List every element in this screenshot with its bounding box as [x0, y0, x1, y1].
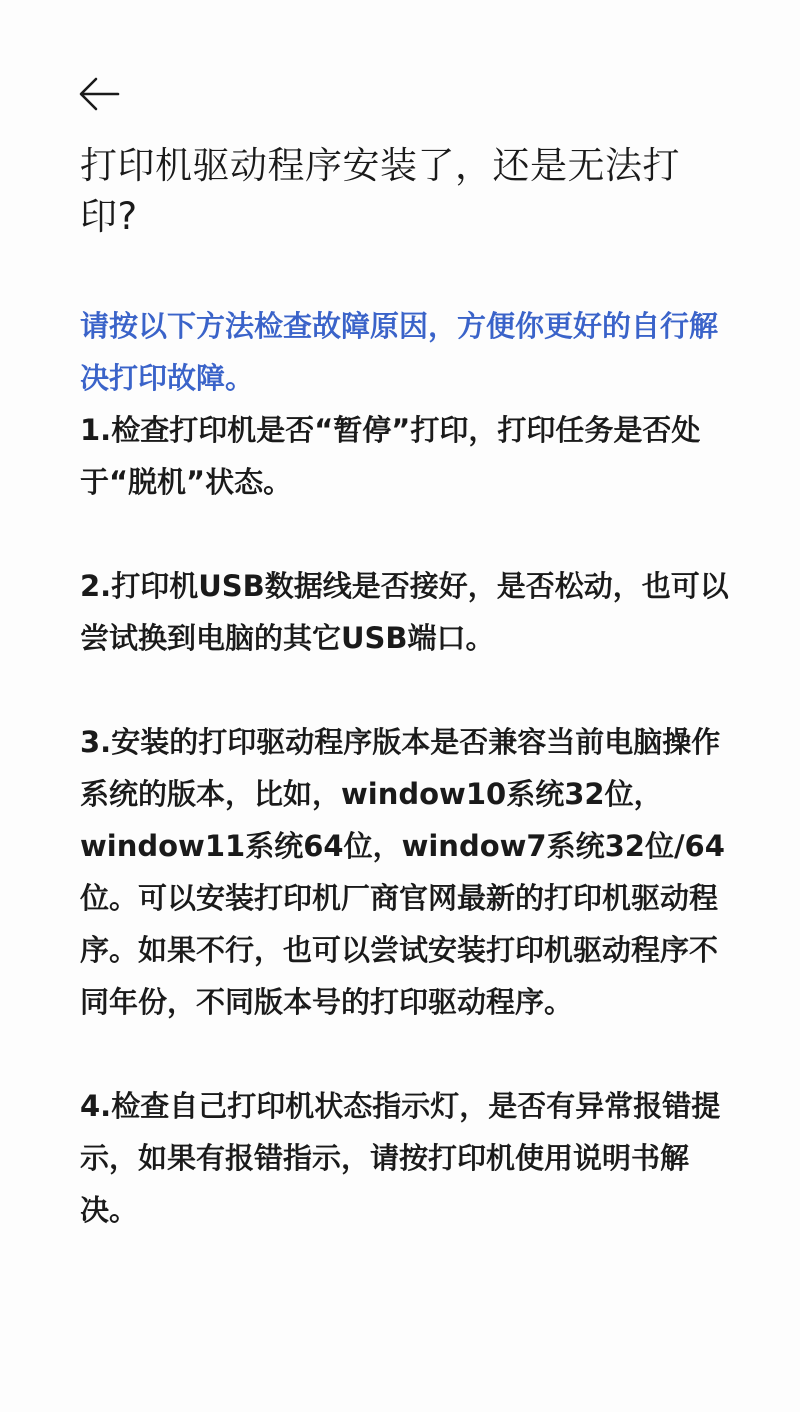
- arrow-left-icon: [78, 76, 120, 112]
- page-title: 打印机驱动程序安装了，还是无法打印?: [80, 144, 680, 238]
- step-2: 2.打印机USB数据线是否接好，是否松动，也可以尝试换到电脑的其它USB端口。: [80, 569, 729, 655]
- step-1: 1.检查打印机是否“暂停”打印，打印任务是否处于“脱机”状态。: [80, 413, 701, 499]
- spacer: [80, 508, 730, 560]
- step-4: 4.检查自己打印机状态指示灯，是否有异常报错提示，如果有报错指示，请按打印机使用说明书解决。: [80, 1089, 721, 1227]
- step-3: 3.安装的打印驱动程序版本是否兼容当前电脑操作系统的版本，比如，window10系统32位，window11系统64位，window7系统32位/64位。可以安装打印机厂商官网最新的打印机驱动程序。如果不行，也可以尝试安装打印机驱动程序不同年份，不同版本号的打印驱动程序。: [80, 725, 725, 1019]
- article-body: [80, 300, 730, 1236]
- back-button[interactable]: [78, 70, 126, 118]
- intro-text: 请按以下方法检查故障原因，方便你更好的自行解决打印故障。: [80, 309, 719, 395]
- spacer: [80, 664, 730, 716]
- spacer: [80, 1028, 730, 1080]
